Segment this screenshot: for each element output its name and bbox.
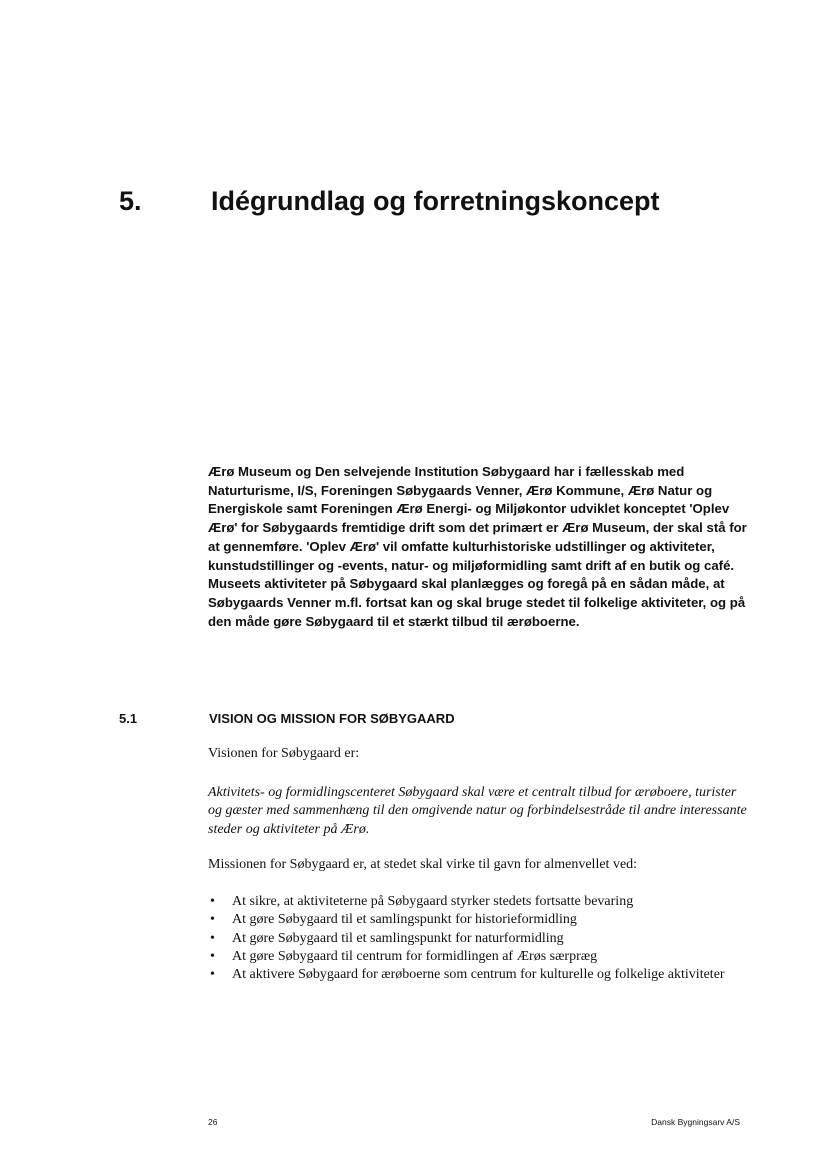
bullet-icon: • <box>210 894 215 909</box>
section-number: 5.1 <box>119 711 138 726</box>
list-item <box>208 893 748 911</box>
footer-company-name: Dansk Bygningsarv A/S <box>651 1117 740 1127</box>
section-title: VISION OG MISSION FOR SØBYGAARD <box>209 711 455 726</box>
chapter-title: Idégrundlag og forretningskoncept <box>211 186 660 216</box>
chapter-number: 5. <box>119 186 142 216</box>
list-item <box>208 948 748 966</box>
mission-item-text: At gøre Søbygaard til centrum for formidlingen af Ærøs særpræg <box>232 948 598 964</box>
mission-list <box>208 893 748 984</box>
bullet-icon: • <box>210 948 215 964</box>
list-item <box>208 911 748 929</box>
bullet-icon: • <box>210 967 215 983</box>
vision-statement: Aktivitets- og formidlingscenteret Søbygaard skal være et centralt tilbud for ærøboere, turister og gæster med sammenhæng til den omgivende natur og forbindelsestråde til andre interessante steder og aktiviteter på Ærø. <box>208 785 747 837</box>
page-number: 26 <box>208 1117 218 1127</box>
bullet-icon: • <box>210 930 215 946</box>
mission-item-text: At gøre Søbygaard til et samlingspunkt for naturformidling <box>232 930 564 946</box>
mission-item-text: At aktivere Søbygaard for ærøboerne som centrum for kulturelle og folkelige aktiviteter <box>232 967 725 983</box>
mission-intro: Missionen for Søbygaard er, at stedet skal virke til gavn for almenvellet ved: <box>208 857 638 872</box>
vision-intro: Visionen for Søbygaard er: <box>208 746 360 761</box>
mission-item-text: At gøre Søbygaard til et samlingspunkt for historieformidling <box>232 912 577 928</box>
list-item <box>208 966 748 984</box>
bullet-icon: • <box>210 912 215 928</box>
mission-item-text: At sikre, at aktiviteterne på Søbygaard styrker stedets fortsatte bevaring <box>232 894 634 909</box>
list-item <box>208 930 748 948</box>
intro-paragraph: Ærø Museum og Den selvejende Institution Søbygaard har i fællesskab med Naturturisme, I/S, Foreningen Søbygaards Venner, Ærø Kommune, Ærø Natur og Energiskole samt Foreningen Ærø Energi- og Miljøkontor udviklet konceptet 'Oplev Ærø' for Søbygaards fremtidige drift som det primært er Ærø Museum, der skal stå for at gennemføre. 'Oplev Ærø' vil omfatte kulturhistoriske udstillinger og aktiviteter, kunstudstillinger og -events, natur- og miljøformidling samt drift af en butik og café. Museets aktiviteter på Søbygaard skal planlægges og foregå på en sådan måde, at Søbygaards Venner m.fl. fortsat kan og skal bruge stedet til folkelige aktiviteter, og på den måde gøre Søbygaard til et stærkt tilbud til ærøboerne. <box>208 464 747 629</box>
